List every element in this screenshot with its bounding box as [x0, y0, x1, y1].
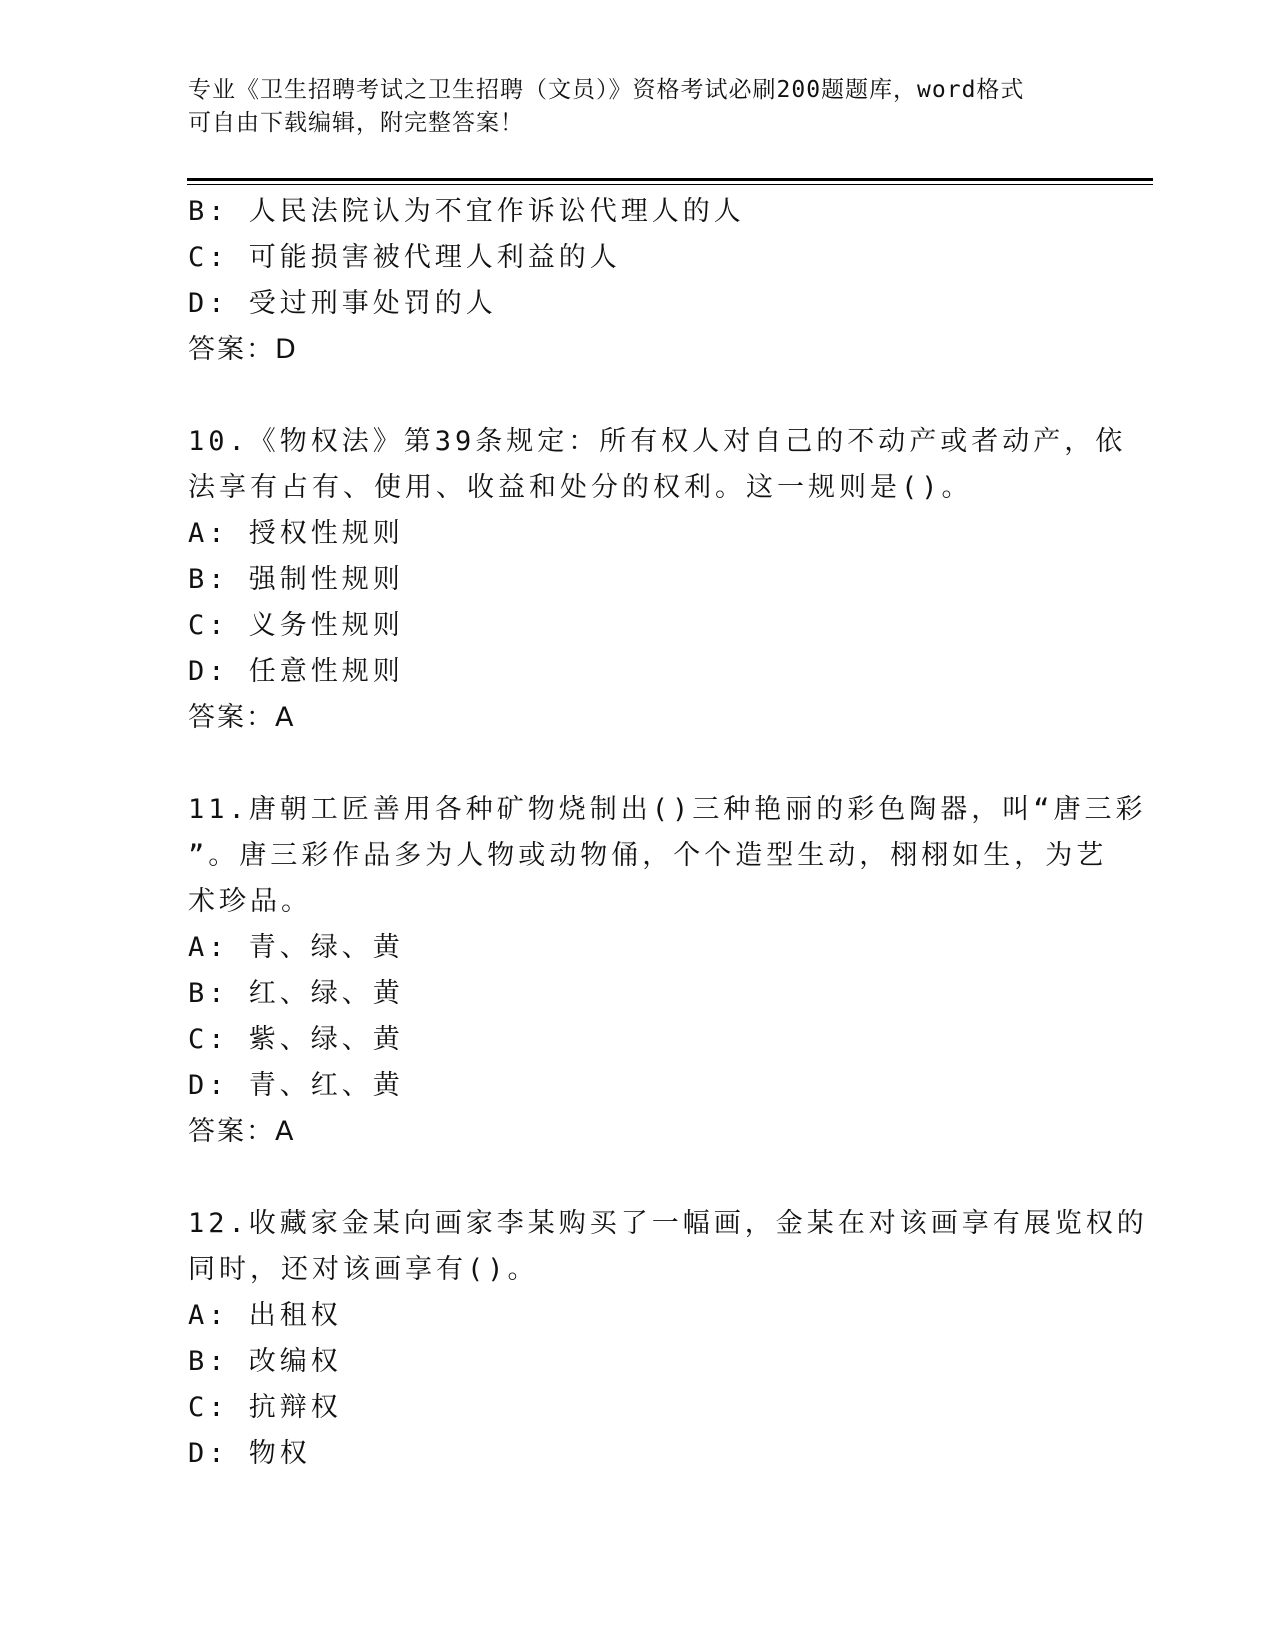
option-c: C: 紫、绿、黄 — [188, 1024, 404, 1055]
question-11 — [188, 787, 1147, 1155]
option-d: D: 任意性规则 — [188, 656, 404, 687]
question-stem-line: ”。唐三彩作品多为人物或动物俑，个个造型生动，栩栩如生，为艺 — [188, 840, 1108, 871]
answer: 答案：A — [188, 702, 296, 733]
document-header — [188, 74, 1088, 140]
header-rule-thin — [187, 184, 1153, 185]
question-stem-line: 12.收藏家金某向画家李某购买了一幅画，金某在对该画享有展览权的 — [188, 1208, 1148, 1239]
question-stem-line: 11.唐朝工匠善用各种矿物烧制出()三种艳丽的彩色陶器，叫“唐三彩 — [188, 794, 1147, 825]
option-a: A: 青、绿、黄 — [188, 932, 404, 963]
header-line-2: 可自由下载编辑，附完整答案！ — [188, 110, 524, 136]
option-d: D: 物权 — [188, 1438, 311, 1469]
question-10 — [188, 419, 1127, 741]
spacer — [188, 373, 1088, 419]
question-stem-line: 10.《物权法》第39条规定：所有权人对自己的不动产或者动产，依 — [188, 426, 1127, 457]
option-a: A: 出租权 — [188, 1300, 342, 1331]
spacer — [188, 1155, 1088, 1201]
option-c: C: 可能损害被代理人利益的人 — [188, 242, 621, 273]
question-9-continued — [188, 189, 1088, 373]
header-rule-thick — [187, 178, 1153, 181]
question-stem-line: 同时，还对该画享有()。 — [188, 1254, 539, 1285]
answer: 答案：A — [188, 1116, 296, 1147]
option-d: D: 青、红、黄 — [188, 1070, 404, 1101]
option-b: B: 改编权 — [188, 1346, 342, 1377]
option-b: B: 人民法院认为不宜作诉讼代理人的人 — [188, 196, 745, 227]
question-stem-line: 法享有占有、使用、收益和处分的权利。这一规则是()。 — [188, 472, 973, 503]
spacer — [188, 741, 1088, 787]
option-b: B: 红、绿、黄 — [188, 978, 404, 1009]
option-b: B: 强制性规则 — [188, 564, 404, 595]
option-d: D: 受过刑事处罚的人 — [188, 288, 497, 319]
option-a: A: 授权性规则 — [188, 518, 404, 549]
question-12 — [188, 1201, 1148, 1477]
question-stem-line: 术珍品。 — [188, 886, 312, 917]
header-line-1: 专业《卫生招聘考试之卫生招聘（文员）》资格考试必刷200题题库，word格式 — [188, 77, 1025, 103]
answer: 答案：D — [188, 334, 298, 365]
option-c: C: 抗辩权 — [188, 1392, 342, 1423]
question-list — [188, 189, 1148, 1477]
option-c: C: 义务性规则 — [188, 610, 404, 641]
